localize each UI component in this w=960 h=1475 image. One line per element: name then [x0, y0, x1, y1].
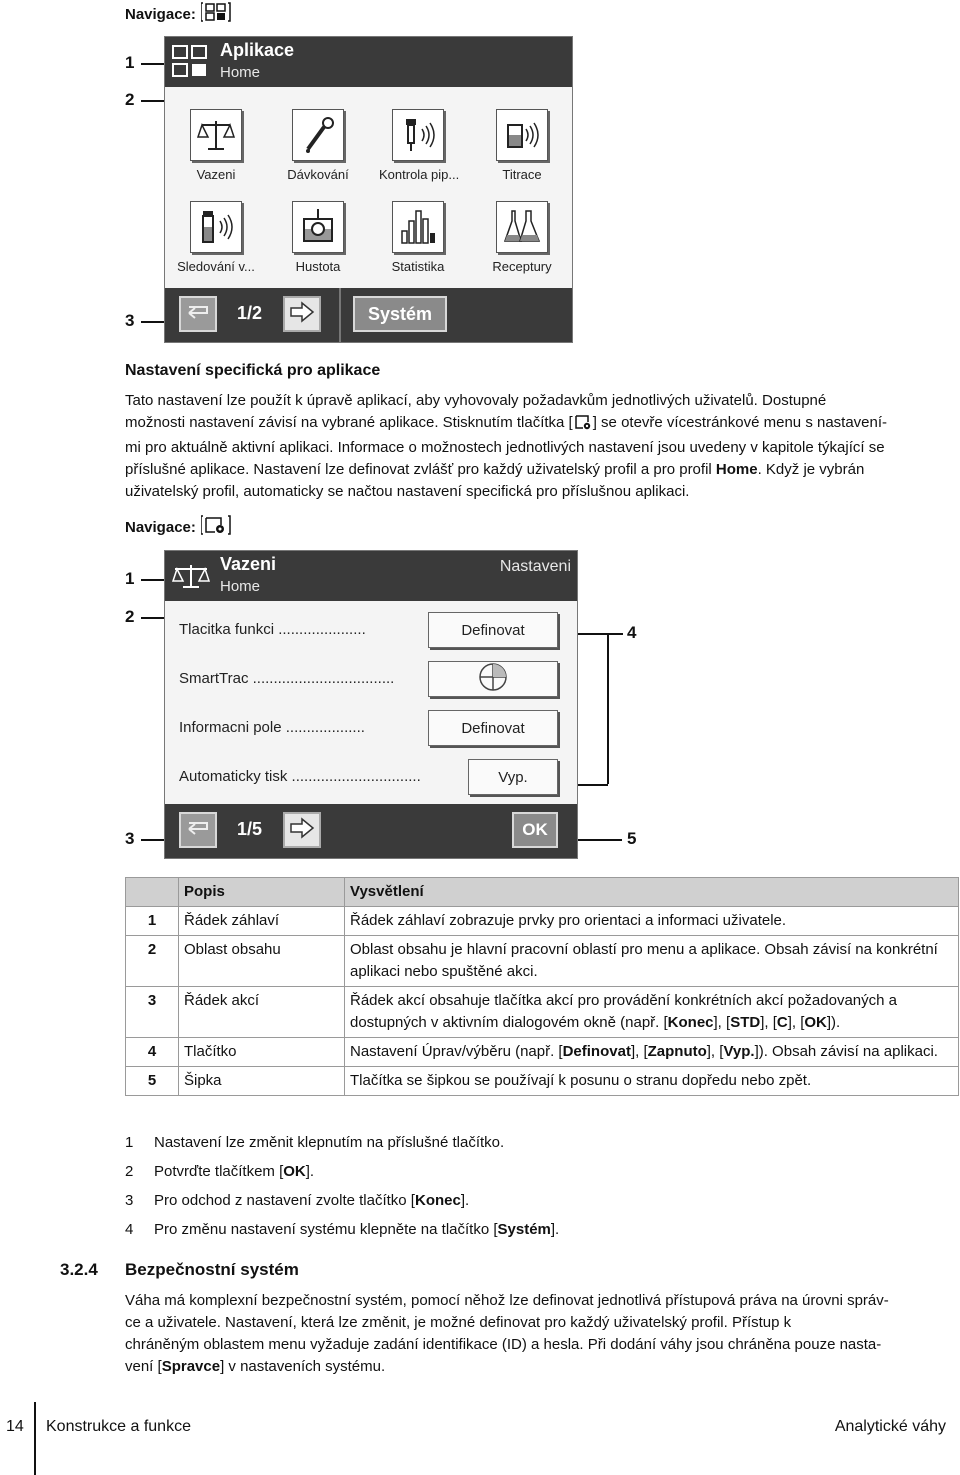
table-cell: [345, 987, 959, 1038]
back-arrow-icon: [185, 817, 211, 843]
ok-button[interactable]: [512, 812, 558, 848]
apps-grid-icon: [201, 2, 231, 26]
section-heading: Nastavení specifická pro aplikace: [125, 362, 381, 379]
text-span: Home: [715, 461, 758, 478]
app-label: Titrace: [502, 167, 542, 182]
section-title: Bezpečnostní systém: [125, 1260, 299, 1279]
text-span: ], [: [713, 1014, 731, 1031]
step-key: Konec: [414, 1192, 461, 1209]
table-header-row: [126, 878, 959, 907]
text-span: možnosti nastavení závisí na vybrané aplikace. Stisknutím tlačítka [: [125, 414, 573, 431]
setting-label-text: Informacni pole: [179, 719, 282, 736]
app-tile-statistika[interactable]: [379, 201, 457, 274]
table-cell: Šipka: [179, 1067, 345, 1096]
page-indicator: 1/5: [237, 819, 263, 839]
table-cell: [345, 1038, 959, 1067]
nav-label-1: [125, 2, 232, 26]
section-number: 3.2.4: [60, 1260, 98, 1279]
security-paragraph: [125, 1290, 955, 1378]
text-span: Definovat: [562, 1043, 631, 1060]
text-span: Zapnuto: [647, 1043, 707, 1060]
text-span: OK: [804, 1014, 827, 1031]
next-arrow-icon: [289, 301, 315, 327]
app-tile-davkovani[interactable]: [279, 109, 357, 182]
app-label: Statistika: [391, 259, 445, 274]
list-item: [125, 1132, 559, 1161]
callout-4: 4: [627, 623, 637, 642]
steps-list: [125, 1132, 559, 1248]
pipette-icon: [392, 109, 444, 161]
statistics-icon: [392, 201, 444, 253]
step-number: 4: [125, 1221, 134, 1238]
text-line: Váha má komplexní bezpečnostní systém, pomocí něhož lze definovat jednotlivá přístupová práva na úrovni správ-: [125, 1292, 889, 1309]
table-row: [126, 936, 959, 987]
text-span: ] se otevře vícestránkové menu s nastavení-: [592, 414, 888, 431]
step-text: ].: [550, 1221, 560, 1238]
callout-5: 5: [627, 829, 637, 848]
action-bar: [165, 288, 572, 342]
table-row: [126, 1038, 959, 1067]
text-line: [125, 1356, 955, 1378]
ok-button-label: OK: [522, 820, 548, 839]
text-span: Nastavení Úprav/výběru (např. [: [350, 1043, 563, 1060]
system-button-label: Systém: [367, 303, 433, 324]
app-label: Receptury: [492, 259, 552, 274]
apps-grid-icon: [171, 43, 209, 85]
footer-product: Analytické váhy: [834, 1418, 946, 1435]
screen-subtitle: Home: [220, 578, 261, 595]
nav-label-text: Navigace:: [125, 6, 196, 23]
table-cell: Tlačítka se šipkou se používají k posunu o stranu dopředu nebo zpět.: [345, 1067, 959, 1096]
app-tile-sledovani[interactable]: [177, 201, 255, 274]
settings-icon: [574, 414, 592, 437]
back-arrow-button[interactable]: [179, 296, 217, 332]
callout-1: 1: [125, 53, 135, 72]
list-item: [125, 1190, 559, 1219]
callout-line: [608, 633, 623, 635]
app-label: Hustota: [295, 259, 341, 274]
app-tile-hustota[interactable]: [279, 201, 357, 274]
applications-screen: [164, 36, 573, 343]
header-bar: [165, 551, 577, 601]
text-span: Spravce: [161, 1358, 221, 1375]
step-text: Pro odchod z nastavení zvolte tlačítko [: [154, 1192, 415, 1209]
screen-right-title: Nastaveni: [499, 558, 571, 575]
table-row: [126, 1067, 959, 1096]
step-number: 3: [125, 1192, 134, 1209]
description-table: [125, 877, 959, 1096]
smarttrac-icon: [478, 662, 508, 696]
app-tile-pipette[interactable]: [379, 109, 460, 182]
table-header-cell: Popis: [179, 878, 345, 907]
step-text: ].: [305, 1163, 315, 1180]
app-label: Kontrola pip...: [379, 167, 460, 182]
next-arrow-button[interactable]: [283, 296, 321, 332]
next-arrow-icon: [289, 817, 315, 843]
page-number: 14: [6, 1418, 24, 1435]
table-cell: Oblast obsahu je hlavní pracovní oblastí pro menu a aplikace. Obsah závisí na konkrétní aplikaci nebo spuštěné akci.: [345, 936, 959, 987]
screen-title: Vazeni: [220, 554, 277, 574]
table-row: [126, 907, 959, 936]
text-span: ], [: [787, 1014, 805, 1031]
app-label: Vazeni: [196, 167, 236, 182]
text-line: uživatelský profil, automaticky se načtou nastavení specifická pro příslušnou aplikaci.: [125, 483, 690, 500]
list-item: [125, 1161, 559, 1190]
nav-label-text: Navigace:: [125, 519, 196, 536]
dosing-icon: [292, 109, 344, 161]
text-line: ce a uživatele. Nastavení, která lze změnit, je možné definovat pro každý uživatelský profil. Přístup k: [125, 1314, 792, 1331]
table-cell: 1: [126, 907, 179, 936]
system-button[interactable]: [353, 296, 447, 332]
text-span: Řádek akcí obsahuje tlačítka akcí pro provádění konkrétních akcí požadovaných a dostupných v aktivním dialogovém okně (např. [: [350, 992, 897, 1031]
step-key: OK: [283, 1163, 306, 1180]
nav-label-2: [125, 515, 232, 539]
vyp-button[interactable]: Vyp.: [468, 759, 558, 795]
text-line: chráněným oblastem menu vyžaduje zadání identifikace (ID) a hesla. Při dodání váhy jsou chráněna pouze nasta-: [125, 1336, 882, 1353]
footer-divider: [34, 1402, 36, 1475]
definovat-button-1[interactable]: Definovat: [428, 612, 558, 648]
table-cell: 2: [126, 936, 179, 987]
balance-icon: [171, 561, 211, 595]
step-text: Potvrďte tlačítkem [: [154, 1163, 284, 1180]
page-indicator: 1/2: [237, 303, 263, 323]
smarttrac-button[interactable]: [428, 661, 558, 697]
text-line: [125, 412, 955, 437]
flask-icon: [496, 201, 548, 253]
footer-section: Konstrukce a funkce: [46, 1418, 191, 1435]
step-text: ].: [460, 1192, 470, 1209]
callout-3: 3: [125, 311, 135, 330]
density-icon: [292, 201, 344, 253]
app-tile-receptury[interactable]: [483, 201, 561, 274]
settings-screen: [164, 550, 578, 859]
setting-label-text: SmartTrac: [179, 670, 249, 687]
vial-icon: [190, 201, 242, 253]
screen-title: Aplikace: [220, 40, 295, 60]
header-bar: [165, 37, 572, 87]
callout-2: 2: [125, 607, 135, 626]
setting-label-tisk: Automaticky tisk ...............................: [179, 768, 421, 785]
list-item: [125, 1219, 559, 1248]
back-arrow-button[interactable]: [179, 812, 217, 848]
text-span: ], [: [630, 1043, 648, 1060]
text-line: Tato nastavení lze použít k úpravě aplikací, aby vyhovovaly požadavkům jednotlivých uživatelů. Dostupné: [125, 392, 827, 409]
intro-paragraph: [125, 390, 955, 503]
callout-line: [607, 633, 609, 784]
text-line: mi pro aktuálně aktivní aplikaci. Informace o možnostech jednotlivých nastavení jsou uvedeny v kapitole týkající se: [125, 439, 885, 456]
table-cell: Řádek záhlaví zobrazuje prvky pro orientaci a informaci uživatele.: [345, 907, 959, 936]
table-header-cell: Vysvětlení: [345, 878, 959, 907]
text-span: příslušné aplikace. Nastavení lze definovat zvlášť pro každý uživatelský profil a pro profil: [125, 461, 716, 478]
divider: [339, 288, 341, 342]
beaker-icon: [496, 109, 548, 161]
setting-label-smarttrac: SmartTrac ..................................: [179, 670, 395, 687]
definovat-button-2[interactable]: Definovat: [428, 710, 558, 746]
table-cell: Řádek záhlaví: [179, 907, 345, 936]
text-span: ] v nastaveních systému.: [220, 1358, 386, 1375]
setting-label-informacni: Informacni pole ...................: [179, 719, 365, 736]
table-cell: 4: [126, 1038, 179, 1067]
app-tile-titrace[interactable]: [483, 109, 561, 182]
callout-3: 3: [125, 829, 135, 848]
step-number: 2: [125, 1163, 134, 1180]
table-cell: 5: [126, 1067, 179, 1096]
table-cell: Řádek akcí: [179, 987, 345, 1038]
action-bar: [165, 804, 577, 858]
callout-1: 1: [125, 569, 135, 588]
app-label: Dávkování: [287, 167, 349, 182]
step-text: Nastavení lze změnit klepnutím na příslušné tlačítko.: [154, 1134, 505, 1151]
text-line: [125, 459, 955, 481]
table-cell: 3: [126, 987, 179, 1038]
app-label: Sledování v...: [177, 259, 255, 274]
step-text: Pro změnu nastavení systému klepněte na tlačítko [: [154, 1221, 498, 1238]
text-span: vení [: [125, 1358, 162, 1375]
text-span: Konec: [667, 1014, 714, 1031]
text-span: ], [: [706, 1043, 724, 1060]
app-tile-vazeni[interactable]: [177, 109, 255, 182]
setting-label-tlacitka: Tlacitka funkci .....................: [179, 621, 366, 638]
text-span: ]). Obsah závisí na aplikaci.: [754, 1043, 938, 1060]
setting-label-text: Tlacitka funkci: [179, 621, 275, 638]
step-key: Systém: [497, 1221, 551, 1238]
table-header-cell: [126, 878, 179, 907]
table-cell: Tlačítko: [179, 1038, 345, 1067]
text-span: . Když je vybrán: [757, 461, 865, 478]
text-span: Vyp.: [723, 1043, 755, 1060]
table-row: [126, 987, 959, 1038]
text-span: C: [776, 1014, 788, 1031]
callout-2: 2: [125, 90, 135, 109]
next-arrow-button[interactable]: [283, 812, 321, 848]
table-cell: Oblast obsahu: [179, 936, 345, 987]
text-span: ]).: [826, 1014, 841, 1031]
text-span: ], [: [760, 1014, 777, 1031]
setting-label-text: Automaticky tisk: [179, 768, 288, 785]
back-arrow-icon: [185, 301, 211, 327]
balance-icon: [190, 109, 242, 161]
settings-icon: [201, 515, 231, 539]
step-number: 1: [125, 1134, 134, 1151]
screen-subtitle: Home: [220, 64, 261, 81]
text-span: STD: [730, 1014, 761, 1031]
